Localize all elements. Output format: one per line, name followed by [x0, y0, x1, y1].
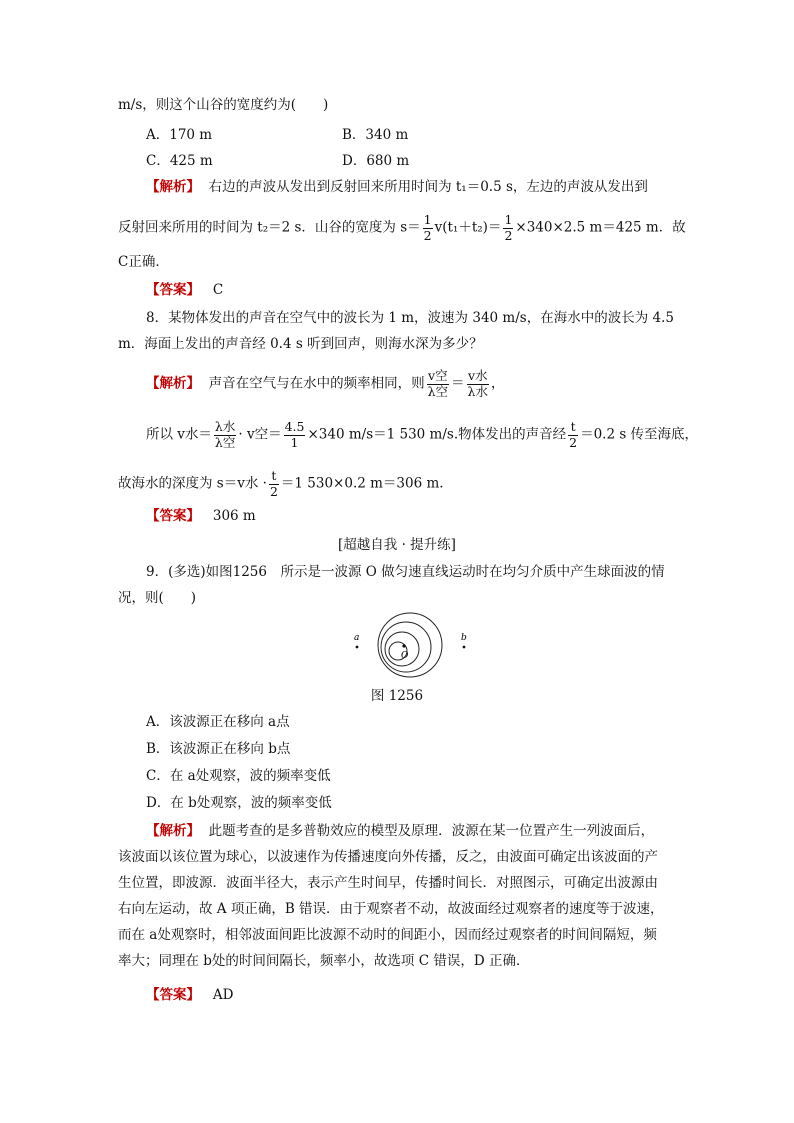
figure-caption: 图 1256 [370, 688, 424, 704]
q9-option-d: D．在 b处观察，波的频率变低 [146, 795, 332, 811]
q7-option-c: C．425 m [146, 153, 213, 169]
q7-exp-text2b: v(t₁＋t₂)＝ [434, 219, 502, 236]
q8-exp-text2c: ×340 m/s＝1 530 m/s.物体发出的声音经 [307, 426, 567, 443]
equals-sign: ＝ [451, 375, 465, 392]
q7-option-b: B．340 m [342, 127, 409, 143]
q9-exp-text1: 此题考查的是多普勒效应的模型及原理．波源在某一位置产生一列波面后， [208, 823, 655, 839]
q9-option-a: A．该波源正在移向 a点 [146, 714, 290, 730]
q8-explanation-line2 [146, 421, 698, 449]
jiexi-label: 【解析】 [146, 823, 200, 839]
q9-option-b: B．该波源正在移向 b点 [146, 741, 291, 757]
q7-explanation-line2 [118, 214, 686, 242]
fraction-t-half-2: $\frac{t}{2}$ [269, 468, 278, 499]
jiexi-label: 【解析】 [146, 179, 200, 195]
fraction-v-water: $\frac{\text{v水}}{\text{λ水}}$ [467, 368, 488, 399]
q8-exp-text3a: 故海水的深度为 s＝v水 · [118, 475, 267, 492]
jiexi-label: 【解析】 [146, 375, 200, 392]
q8-explanation-line1 [146, 370, 504, 398]
q7-exp-text2c: ×340×2.5 m＝425 m．故 [515, 219, 686, 236]
q7-exp-text1: 右边的声波从发出到反射回来所用时间为 t₁＝0.5 s，左边的声波从发出到 [208, 179, 648, 195]
label-b: b [461, 633, 467, 643]
fraction-v-air: $\frac{\text{v空}}{\text{λ空}}$ [427, 368, 449, 399]
q7-answer-value: C [212, 282, 224, 298]
q9-explanation-line3: 生位置，即波源．波面半径大，表示产生时间早，传播时间长．对照图示，可确定出波源由 [118, 875, 658, 891]
q7-stem-tail: m/s，则这个山谷的宽度约为( ) [118, 97, 329, 113]
q8-explanation-line3 [118, 470, 444, 498]
label-o: O [401, 651, 409, 661]
q9-answer-value: AD [212, 987, 234, 1003]
q8-exp-text2b: · v空＝ [238, 426, 282, 443]
q9-explanation-line5: 而在 a处观察时，相邻波面间距比波源不动时的间距小，因而经过观察者的时间间隔短，频 [118, 927, 657, 943]
point-a [356, 646, 359, 649]
section-title: [超越自我 · 提升练] [338, 537, 456, 553]
q8-exp-text2a: 所以 v水＝ [146, 426, 212, 443]
q7-option-a: A．170 m [146, 127, 213, 143]
q8-exp-text2d: ＝0.2 s 传至海底， [580, 426, 699, 443]
q9-explanation-line1 [146, 821, 654, 841]
fraction-half: $\frac{1}{2}$ [423, 212, 432, 243]
fraction-half-2: $\frac{1}{2}$ [504, 212, 513, 243]
q7-answer [146, 280, 223, 300]
daan-label: 【答案】 [146, 508, 200, 524]
q7-explanation-line1 [146, 177, 648, 197]
q8-answer [146, 506, 256, 526]
q9-explanation-line6: 率大；同理在 b处的时间间隔长，频率小，故选项 C 错误，D 正确． [118, 953, 530, 969]
q7-option-d: D．680 m [342, 153, 410, 169]
label-a: a [354, 633, 360, 643]
q9-option-c: C．在 a处观察，波的频率变低 [146, 768, 331, 784]
daan-label: 【答案】 [146, 987, 200, 1003]
q8-stem-line2: m．海面上发出的声音经 0.4 s 听到回声，则海水深为多少？ [118, 336, 483, 352]
fraction-lambda: $\frac{\text{λ水}}{\text{λ空}}$ [214, 419, 236, 450]
daan-label: 【答案】 [146, 282, 200, 298]
point-b [463, 646, 466, 649]
source-point [402, 644, 405, 647]
q9-stem-line2: 况，则( ) [118, 590, 197, 606]
q9-stem-line1: 9．(多选)如图1256 所示是一波源 O 做匀速直线运动时在均匀介质中产生球面波的情 [146, 564, 665, 580]
q8-exp-text1: 声音在空气与在水中的频率相同，则 [208, 375, 425, 392]
q8-exp-text3b: ＝1 530×0.2 m＝306 m. [280, 475, 444, 492]
q8-answer-value: 306 m [212, 508, 256, 524]
fraction-t-half: $\frac{t}{2}$ [569, 419, 578, 450]
fraction-4-5: $\frac{4.5}{1}$ [284, 419, 305, 450]
q8-stem-line1: 8．某物体发出的声音在空气中的波长为 1 m，波速为 340 m/s，在海水中的波长为 4.5 [146, 310, 674, 326]
q9-explanation-line4: 右向左运动，故 A 项正确，B 错误．由于观察者不动，故波面经过观察者的速度等于波速， [118, 901, 664, 917]
comma: ， [490, 375, 505, 392]
q9-explanation-line2: 该波面以该位置为球心，以波速作为传播速度向外传播，反之，由波面可确定出该波面的产 [118, 849, 658, 865]
q9-answer [146, 985, 233, 1005]
q7-explanation-line3: C正确． [118, 254, 169, 270]
doppler-wavefront-figure [340, 610, 480, 680]
q7-exp-text2a: 反射回来所用的时间为 t₂＝2 s．山谷的宽度为 s＝ [118, 219, 421, 236]
